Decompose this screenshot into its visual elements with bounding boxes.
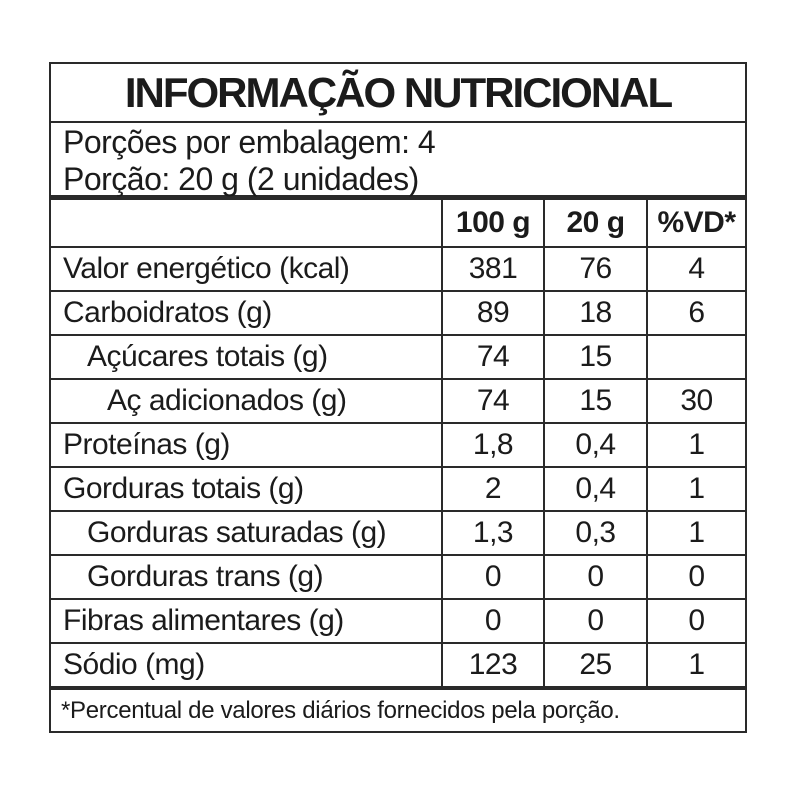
nutrient-name: Gorduras trans (g) — [87, 560, 324, 593]
value-per-100g: 89 — [441, 292, 543, 334]
table-header-row — [51, 200, 745, 246]
header-nutrient-cell — [51, 200, 441, 246]
value-per-20g: 0,4 — [543, 424, 646, 466]
nutrient-name: Gorduras totais (g) — [63, 472, 304, 505]
header-per-20g: 20 g — [543, 200, 646, 246]
table-row — [51, 422, 745, 466]
table-row — [51, 246, 745, 290]
value-daily-percent: 1 — [646, 468, 745, 510]
value-per-20g: 0,4 — [543, 468, 646, 510]
value-per-100g: 123 — [441, 644, 543, 686]
value-per-100g: 74 — [441, 380, 543, 422]
value-daily-percent: 1 — [646, 512, 745, 554]
header-per-100g: 100 g — [441, 200, 543, 246]
value-per-100g: 0 — [441, 556, 543, 598]
value-per-20g: 18 — [543, 292, 646, 334]
value-daily-percent — [646, 336, 745, 378]
value-daily-percent: 0 — [646, 556, 745, 598]
value-per-100g: 381 — [441, 248, 543, 290]
table-body — [51, 246, 745, 686]
portion-size-text: Porção: 20 g (2 unidades) — [63, 160, 419, 197]
nutrient-name: Fibras alimentares (g) — [63, 604, 344, 637]
value-per-20g: 0 — [543, 556, 646, 598]
value-daily-percent: 6 — [646, 292, 745, 334]
nutrition-table — [51, 200, 745, 686]
value-per-100g: 1,8 — [441, 424, 543, 466]
nutrient-name: Valor energético (kcal) — [63, 252, 350, 285]
value-per-20g: 0,3 — [543, 512, 646, 554]
nutrient-name: Proteínas (g) — [63, 428, 230, 461]
value-per-100g: 1,3 — [441, 512, 543, 554]
table-row — [51, 598, 745, 642]
value-per-100g: 2 — [441, 468, 543, 510]
value-daily-percent: 0 — [646, 600, 745, 642]
nutrient-name: Gorduras saturadas (g) — [87, 516, 387, 549]
nutrient-name: Açúcares totais (g) — [87, 340, 328, 373]
value-daily-percent: 30 — [646, 380, 745, 422]
footnote-section — [51, 686, 745, 731]
value-daily-percent: 4 — [646, 248, 745, 290]
table-row — [51, 466, 745, 510]
title-section — [51, 64, 745, 123]
value-per-20g: 15 — [543, 380, 646, 422]
nutrient-name: Carboidratos (g) — [63, 296, 272, 329]
table-row — [51, 334, 745, 378]
table-row — [51, 378, 745, 422]
panel-title: INFORMAÇÃO NUTRICIONAL — [124, 68, 672, 116]
value-per-20g: 76 — [543, 248, 646, 290]
servings-per-package-text: Porções por embalagem: 4 — [63, 123, 436, 160]
nutrition-facts-panel — [49, 62, 747, 733]
table-row — [51, 554, 745, 598]
nutrient-name: Aç adicionados (g) — [107, 384, 347, 417]
table-row — [51, 510, 745, 554]
value-per-20g: 0 — [543, 600, 646, 642]
table-row — [51, 290, 745, 334]
value-daily-percent: 1 — [646, 424, 745, 466]
daily-value-footnote: *Percentual de valores diários fornecidos pela porção. — [61, 696, 620, 724]
value-per-20g: 15 — [543, 336, 646, 378]
value-per-100g: 74 — [441, 336, 543, 378]
value-daily-percent: 1 — [646, 644, 745, 686]
header-daily-value-percent: %VD* — [646, 200, 745, 246]
nutrient-name: Sódio (mg) — [63, 648, 205, 681]
value-per-100g: 0 — [441, 600, 543, 642]
portion-section — [51, 123, 745, 200]
value-per-20g: 25 — [543, 644, 646, 686]
table-row — [51, 642, 745, 686]
